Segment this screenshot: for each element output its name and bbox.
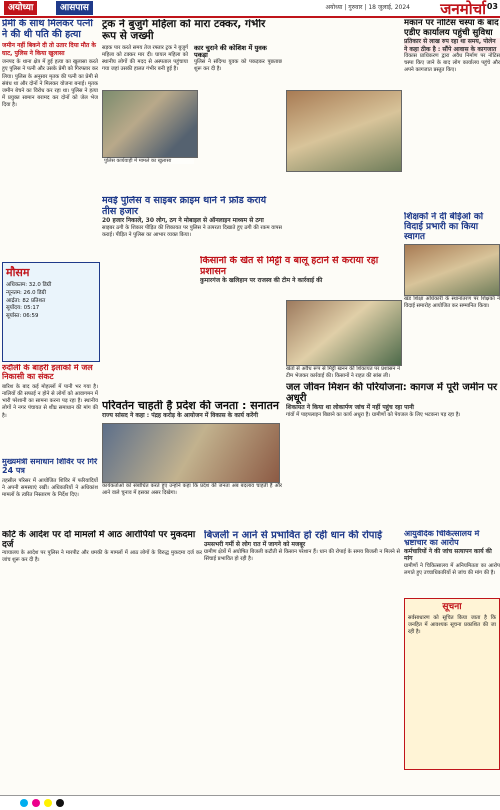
subhead: कर्मचारियों ने की जांच सत्यापन कार्य की मांग (404, 547, 492, 563)
headline: मकान पर नोटिस चस्पा के बाद एडीए कार्यालय पहुंची सुविधा (404, 19, 499, 38)
side-body: पुलिस ने संदिग्ध युवक को पकड़कर पूछताछ शुरू कर दी है। (194, 59, 282, 73)
headline: जल जीवन मिशन की परियोजना: कागज में पूरी जमीन पर अधूरी (286, 382, 498, 405)
article-col4d (404, 530, 500, 596)
registration-dot (44, 799, 52, 807)
article-body: गांवों में पाइपलाइन बिछाने का कार्य अधूरा है। ग्रामीणों को पेयजल के लिए भटकना पड़ रहा है। (286, 411, 461, 418)
news-photo (286, 300, 402, 366)
subhead: 20 हजार निकाले, 30 लोग, ठग ने मोबाइल से ऑनलाइन माध्यम से ठगा (102, 217, 264, 225)
article-col1 (2, 19, 98, 259)
headline: शिक्षकों ने दी बीईओ को विदाई प्रभारी का किया स्वागत (404, 212, 484, 243)
article-col1b (2, 364, 98, 454)
headline: मुख्यमंत्री समाधान शिविर पर गिरे 24 पत्र (2, 458, 98, 475)
article-body: जनपद के थाना क्षेत्र में हुई हत्या का खुलासा करते हुए पुलिस ने पत्नी और उसके प्रेमी को गिरफ्तार कर लिया। पुलिस के अनुसार मृतक की पत्नी का प्रेमी से संबंध था और दोनों ने मिलकर योजना बनाई। मृतक जमीन बेचने का विरोध कर रहा था। पुलिस ने हत्या में प्रयुक्त सामान बरामद कर दोनों को जेल भेज दिया है। (2, 59, 98, 109)
headline: मवई पुलिस व साइबर क्राइम थाने ने फ्रॉड कराये तीस हजार (102, 196, 267, 217)
headline: रुदौली के बाहरी इलाकों में जल निकासी का संकट (2, 364, 93, 381)
article-body: ग्रामीणों ने चिकित्सालय में अनियमितता का आरोप लगाते हुए उच्चाधिकारियों से जांच की मांग की है। (404, 562, 500, 577)
news-photo (404, 244, 500, 296)
article-body: कार्यकर्ताओं को संबोधित करते हुए उन्होंने कहा कि प्रदेश की जनता अब बदलाव चाहती है और आने वाले चुनाव में इसका असर दिखेगा। (102, 482, 282, 496)
page-number: 03 (486, 2, 498, 11)
weather-title: मौसम (6, 266, 30, 279)
registration-dot (56, 799, 64, 807)
weather-line: अधिकतम: 32.0 डिग्री (6, 282, 52, 288)
color-registration-footer (0, 795, 500, 810)
article-body: ग्रामीण क्षेत्रों में अघोषित बिजली कटौती से किसान परेशान हैं। धान की रोपाई के समय बिजली न मिलने से सिंचाई प्रभावित हो रही है। (204, 548, 400, 562)
news-photo (286, 90, 402, 172)
article-body: विकास प्राधिकरण द्वारा अवैध निर्माण पर नोटिस चस्पा किए जाने के बाद लोग कार्यालय पहुंचे और अपने कागजात प्रस्तुत किए। (404, 53, 500, 74)
photo-caption: पुलिस कार्यवाही में मामले का खुलासा (104, 158, 194, 164)
headline: किसानों के खेत से मिट्टी व बालू हटाने से कराया रहा प्रशासन (200, 256, 379, 277)
article-body: सड़क पार करते समय तेज रफ्तार ट्रक ने बुजुर्ग महिला को टक्कर मार दी। घायल महिला को स्थानीय लोगों की मदद से अस्पताल पहुंचाया गया जहां उसकी हालत गंभीर बनी हुई है। (102, 44, 188, 73)
ad-body: सर्वसाधारण को सूचित किया जाता है कि जनहित में आवश्यक सूचना प्रकाशित की जा रही है। (408, 615, 496, 636)
news-photo (102, 423, 280, 483)
headline: ट्रक ने बुजुर्ग महिला को मारा टक्कर, गंभीर रूप से जख्मी (102, 19, 266, 42)
subhead: उमसभरी गर्मी से लोग रात में जागने को मजबूर (204, 541, 306, 549)
article-body: न्यायालय के आदेश पर पुलिस ने मारपीट और धमकी के मामलों में आठ लोगों के विरुद्ध मुकदमा दर्ज कर जांच शुरू कर दी है। (2, 550, 202, 564)
headline: बिजली न आने से प्रभावित हो रही धान की रोपाई (204, 530, 382, 541)
article-col2c (102, 400, 282, 500)
masthead-logo: जनमोर्चा (440, 0, 486, 18)
section-label-aaspaas: आसपास (56, 1, 93, 15)
article-col2b (102, 196, 282, 256)
headline: कोर्ट के आदेश पर दो मामलों में आठ आरोपियों पर मुकदमा दर्ज (2, 530, 196, 551)
article-body: खेतों से अवैध रूप से मिट्टी खनन की शिकायत पर प्रशासन ने टीम भेजकर कार्रवाई की। किसानों ने राहत की सांस ली। (286, 366, 400, 380)
page-header (0, 0, 500, 18)
article-col2d (204, 530, 400, 794)
article-body: खंड शिक्षा अधिकारी के स्थानांतरण पर शिक्षकों ने विदाई समारोह आयोजित कर सम्मानित किया। (404, 296, 500, 310)
article-col3 (200, 256, 400, 296)
registration-dot (20, 799, 28, 807)
advertisement-box (404, 598, 500, 770)
article-col1c (2, 458, 98, 528)
article-col4b (404, 212, 500, 342)
weather-line: न्यूनतम: 26.0 डिग्री (6, 289, 46, 296)
weather-line: आर्द्रता: 82 प्रतिशत (6, 297, 46, 304)
weather-line: सूर्योदय: 05:17 (6, 305, 40, 312)
subhead: जमीन नहीं बिकने दी तो उतार दिया मौत के घाट, पुलिस ने किया खुलासा (2, 42, 96, 57)
article-body: बारिश के बाद कई मोहल्लों में पानी भर गया है। नालियों की सफाई न होने से लोगों को आवागमन में भारी परेशानी का सामना करना पड़ रहा है। स्थानीय लोगों ने नगर पंचायत से शीघ्र समाधान की मांग की है। (2, 383, 98, 419)
article-col2 (102, 19, 282, 89)
headline: प्रेमी के साथ मिलकर पत्नी ने की थी पति की हत्या (2, 19, 93, 40)
date-line: अयोध्या | गुरुवार | 18 जुलाई, 2024 (325, 4, 410, 11)
article-col4 (404, 19, 500, 169)
ad-title: सूचना (442, 602, 462, 612)
subhead: कुमारगंज के खलिहान पर राजस्व की टीम ने कार्रवाई की (200, 277, 323, 285)
article-col4c (286, 382, 500, 482)
subhead: राज्य सांसद ने कहा : पंद्रह करोड़ के आयोजन में विकास के कार्य करेंगी (102, 412, 259, 420)
weather-line: सूर्यास्त: 06:59 (6, 313, 39, 320)
article-body: साइबर ठगी के शिकार पीड़ित की शिकायत पर पुलिस ने तत्परता दिखाते हुए ठगी की रकम वापस कराई। पीड़ित ने पुलिस का आभार व्यक्त किया। (102, 224, 282, 238)
news-photo (102, 90, 198, 158)
registration-dot (32, 799, 40, 807)
subhead: प्रतिकार से लाख रुप रहा था समय, पोलेन ने कहा ठीक है : सौंपे आवास के कागजात (404, 38, 500, 53)
subhead: शिकायत ने किया था लोकार्पण जांच में नहीं पहुंच रहा पानी (286, 404, 414, 412)
article-body: तहसील परिसर में आयोजित शिविर में फरियादियों ने अपनी समस्याएं रखीं। अधिकारियों ने अधिकांश मामलों के त्वरित निस्तारण के निर्देश दिए। (2, 477, 98, 499)
headline: परिवर्तन चाहती है प्रदेश की जनता : सनातन (102, 400, 279, 412)
section-label-ayodhya: अयोध्या (4, 1, 37, 15)
headline: आयुर्वेदिक चिकित्सालय में भ्रष्टाचार का आरोप (404, 530, 480, 547)
weather-box (2, 262, 100, 362)
side-headline: कार चुराने की कोशिश में युवक पकड़ा (194, 43, 267, 59)
article-col1d (2, 530, 202, 794)
